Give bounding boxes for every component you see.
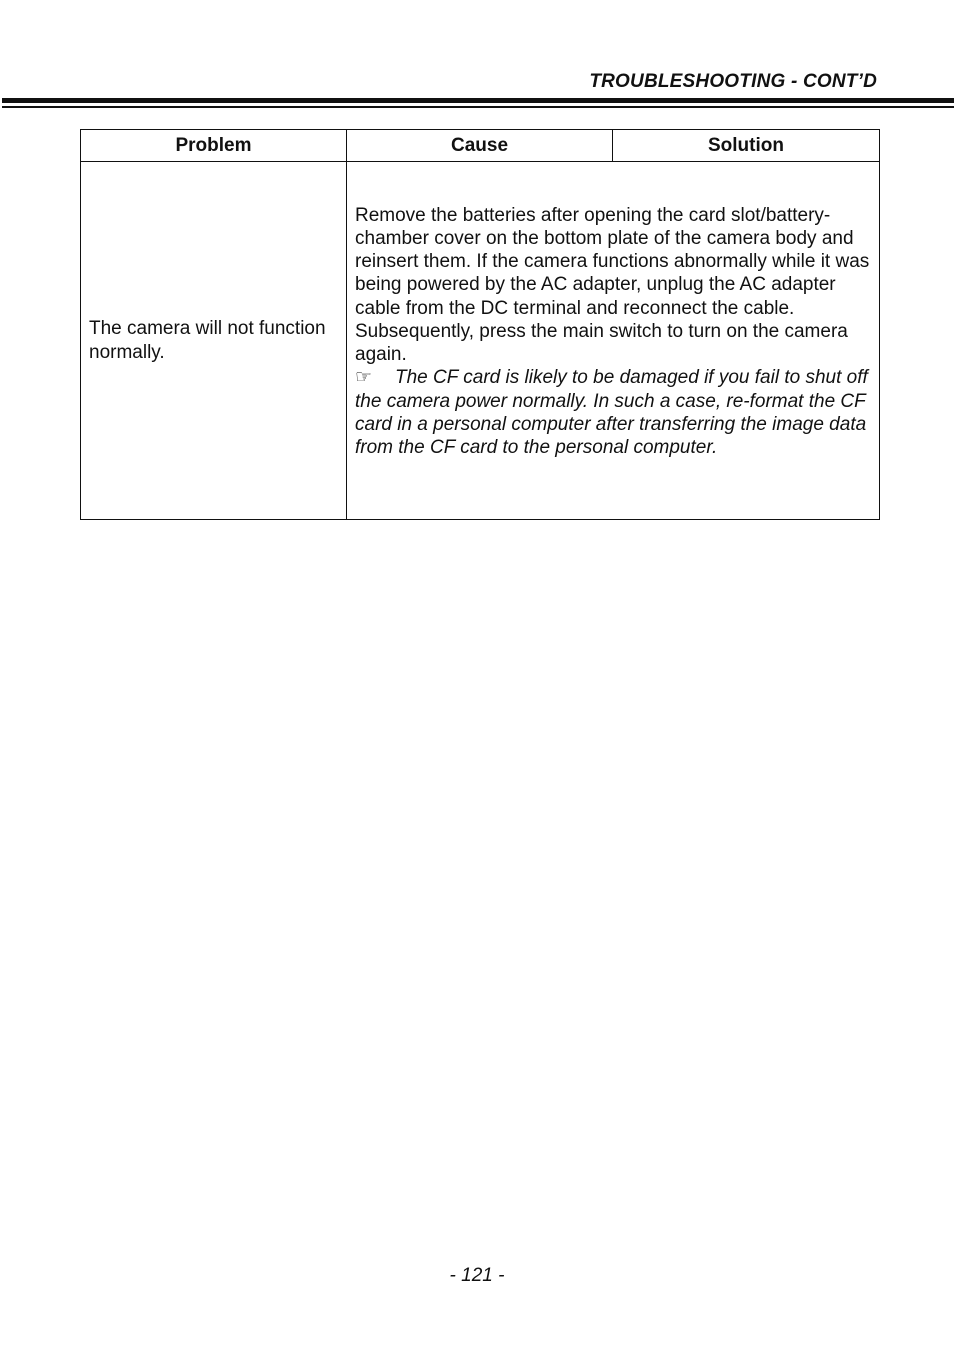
table-header-row [81, 130, 880, 162]
solution-cell [347, 162, 880, 520]
table-row [81, 162, 880, 520]
solution-text: Remove the batteries after opening the card slot/battery-chamber cover on the bottom plate of the camera body and reinsert them. If the camera functions abnormally while it was being powered by the AC adapter, unplug the AC adapter cable from the DC terminal and reconnect the cable. Subsequently, press the main switch to turn on the camera again. [355, 204, 870, 366]
solution-note: The CF card is likely to be damaged if you fail to shut off the camera power normally. In such a case, re-format the CF card in a personal computer after transferring the image data from the CF card to the personal computer. [355, 367, 868, 458]
column-header-problem: Problem [81, 130, 347, 162]
column-header-solution: Solution [613, 130, 880, 162]
problem-text: The camera will not function normally. [89, 318, 326, 363]
troubleshooting-table [80, 129, 880, 520]
problem-cell [81, 162, 347, 520]
page-number: - 121 - [449, 1265, 505, 1286]
header-rule-thin [2, 106, 954, 108]
running-header-title: TROUBLESHOOTING - CONT’D [589, 71, 877, 92]
column-header-cause: Cause [347, 130, 613, 162]
header-rule-thick [2, 98, 954, 103]
pointing-hand-icon: ☞ [355, 367, 373, 389]
